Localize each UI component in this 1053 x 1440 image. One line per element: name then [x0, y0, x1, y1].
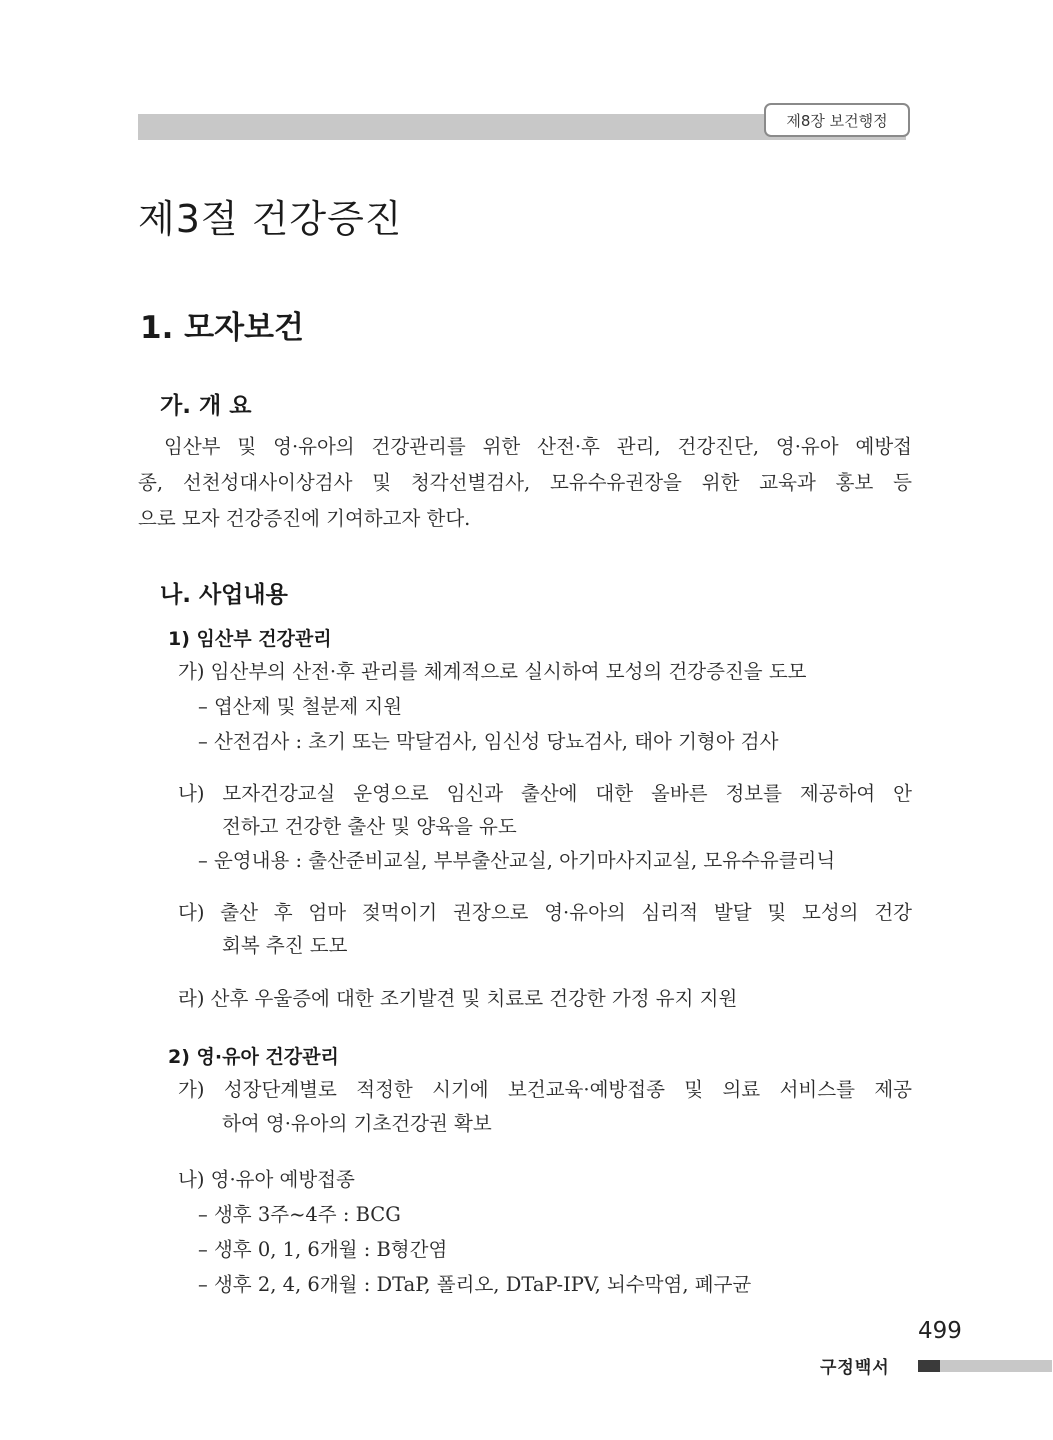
heading-infant-care: 2) 영·유아 건강관리 — [168, 1046, 339, 1068]
maternal-item-ra: 라) 산후 우울증에 대한 조기발견 및 치료로 건강한 가정 유지 지원 — [178, 987, 738, 1010]
overview-line-1: 임산부 및 영·유아의 건강관리를 위한 산전·후 관리, 건강진단, 영·유아 예방접 — [164, 435, 912, 458]
maternal-item-na-line-2: 전하고 건강한 출산 및 양육을 유도 — [222, 815, 517, 838]
infant-item-ga-line-2: 하여 영·유아의 기초건강권 확보 — [222, 1112, 492, 1135]
vaccination-bullet-1: – 생후 3주~4주 : BCG — [198, 1203, 401, 1226]
footer-bar — [940, 1360, 1052, 1372]
vaccination-bullet-2: – 생후 0, 1, 6개월 : B형간염 — [198, 1238, 448, 1261]
maternal-ga-bullet-2: – 산전검사 : 초기 또는 막달검사, 임신성 당뇨검사, 태아 기형아 검사 — [198, 730, 779, 753]
vaccination-bullet-3: – 생후 2, 4, 6개월 : DTaP, 폴리오, DTaP-IPV, 뇌수막염, 폐구균 — [198, 1273, 752, 1296]
heading-maternal-care: 1) 임산부 건강관리 — [168, 628, 332, 650]
maternal-item-da-line-2: 회복 추진 도모 — [222, 934, 348, 957]
infant-item-na: 나) 영·유아 예방접종 — [178, 1168, 355, 1191]
section-title: 제3절 건강증진 — [138, 197, 403, 241]
maternal-ga-bullet-1: – 엽산제 및 철분제 지원 — [198, 695, 403, 718]
infant-item-ga-line-1: 가) 성장단계별로 적정한 시기에 보건교육·예방접종 및 의료 서비스를 제공 — [178, 1078, 912, 1101]
overview-line-3: 으로 모자 건강증진에 기여하고자 한다. — [138, 507, 471, 530]
chapter-label: 제8장 보건행정 — [764, 103, 910, 137]
maternal-item-da-line-1: 다) 출산 후 엄마 젖먹이기 권장으로 영·유아의 심리적 발달 및 모성의 건강 — [178, 901, 912, 924]
maternal-item-na-line-1: 나) 모자건강교실 운영으로 임신과 출산에 대한 올바른 정보를 제공하여 안 — [178, 782, 912, 805]
maternal-item-ga: 가) 임산부의 산전·후 관리를 체계적으로 실시하여 모성의 건강증진을 도모 — [178, 660, 807, 683]
maternal-na-bullet: – 운영내용 : 출산준비교실, 부부출산교실, 아기마사지교실, 모유수유클리닉 — [198, 849, 836, 872]
heading-overview: 가. 개 요 — [160, 393, 252, 419]
heading-business: 나. 사업내용 — [160, 582, 288, 608]
page-number: 499 — [918, 1318, 962, 1344]
heading-maternal-health: 1. 모자보건 — [140, 310, 304, 346]
overview-line-2: 종, 선천성대사이상검사 및 청각선별검사, 모유수유권장을 위한 교육과 홍보 등 — [138, 471, 912, 494]
footer-marker — [918, 1360, 940, 1372]
footer-label: 구정백서 — [820, 1358, 890, 1378]
